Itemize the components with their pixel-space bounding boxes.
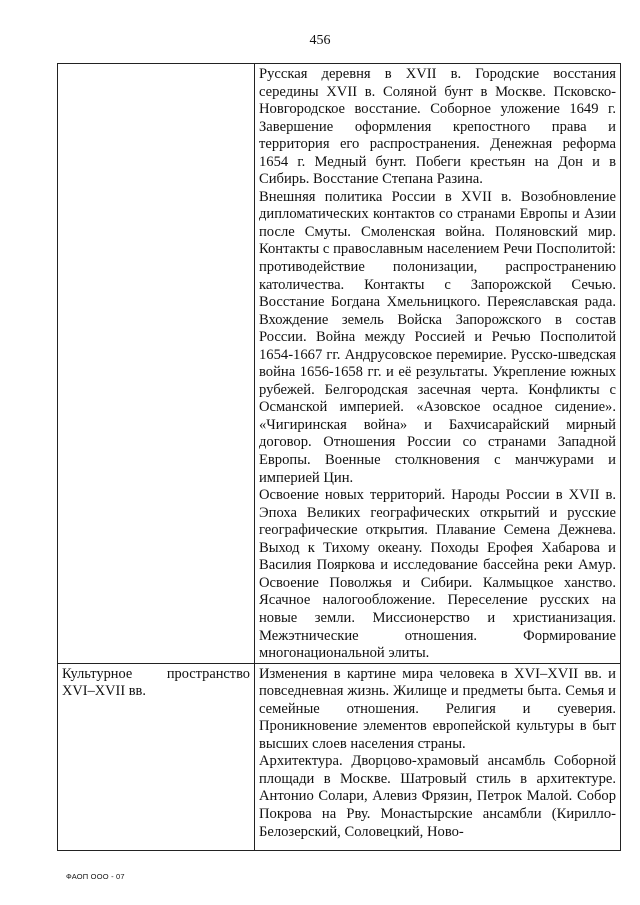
topic-title: Культурное пространство XVI–XVII вв.	[62, 665, 250, 699]
content-paragraph: Освоение новых территорий. Народы России в XVII в. Эпоха Великих географических открытий и русские географические открытия. Плавание Семена Дежнева. Выход к Тихому океану. Походы Ерофея Хабарова и Василия Пояркова и исследование бассейна реки Амур. Освоение Поволжья и Сибири. Калмыцкое ханство. Ясачное налогообложение. Переселение русских на новые земли. Миссионерство и христианизация. Межэтнические отношения. Формирование многонациональной элиты.	[259, 487, 616, 662]
content-paragraph: Русская деревня в XVII в. Городские восстания середины XVII в. Соляной бунт в Москве. Псковско-Новгородское восстание. Соборное уложение 1649 г. Завершение оформления крепостного права и территория его распространения. Денежная реформа 1654 г. Медный бунт. Побеги крестьян на Дон и в Сибирь. Восстание Степана Разина.	[259, 66, 616, 188]
content-cell	[255, 663, 621, 850]
table-row	[58, 663, 621, 850]
document-footer-code: ФАОП ООО - 07	[66, 872, 125, 881]
content-cell	[255, 64, 621, 664]
content-paragraph: Внешняя политика России в XVII в. Возобновление дипломатических контактов со странами Европы и Азии после Смуты. Смоленская война. Поляновский мир. Контакты с православным населением Речи Посполитой: противодействие полонизации, распространению католичества. Контакты с Запорожской Сечью. Восстание Богдана Хмельницкого. Переяславская рада. Вхождение земель Войска Запорожского в состав России. Война между Россией и Речью Посполитой 1654-1667 гг. Андрусовское перемирие. Русско-шведская война 1656-1658 гг. и её результаты. Укрепление южных рубежей. Белгородская засечная черта. Конфликты с Османской империей. «Азовское осадное сидение». «Чигиринская война» и Бахчисарайский мирный договор. Отношения России со странами Западной Европы. Военные столкновения с манчжурами и империей Цин.	[259, 188, 616, 486]
topic-cell	[58, 663, 255, 850]
table-row	[58, 64, 621, 664]
curriculum-table	[57, 63, 621, 851]
page-number: 456	[309, 33, 331, 48]
topic-cell	[58, 64, 255, 664]
content-paragraph: Изменения в картине мира человека в XVI–XVII вв. и повседневная жизнь. Жилище и предметы быта. Семья и семейные отношения. Религия и суеверия. Проникновение элементов европейской культуры в быт высших слоев населения страны.	[259, 665, 616, 752]
content-paragraph: Архитектура. Дворцово-храмовый ансамбль Соборной площади в Москве. Шатровый стиль в архитектуре. Антонио Солари, Алевиз Фрязин, Петрок Малой. Собор Покрова на Рву. Монастырские ансамбли (Кирилло-Белозерский, Соловецкий, Ново-	[259, 753, 616, 840]
